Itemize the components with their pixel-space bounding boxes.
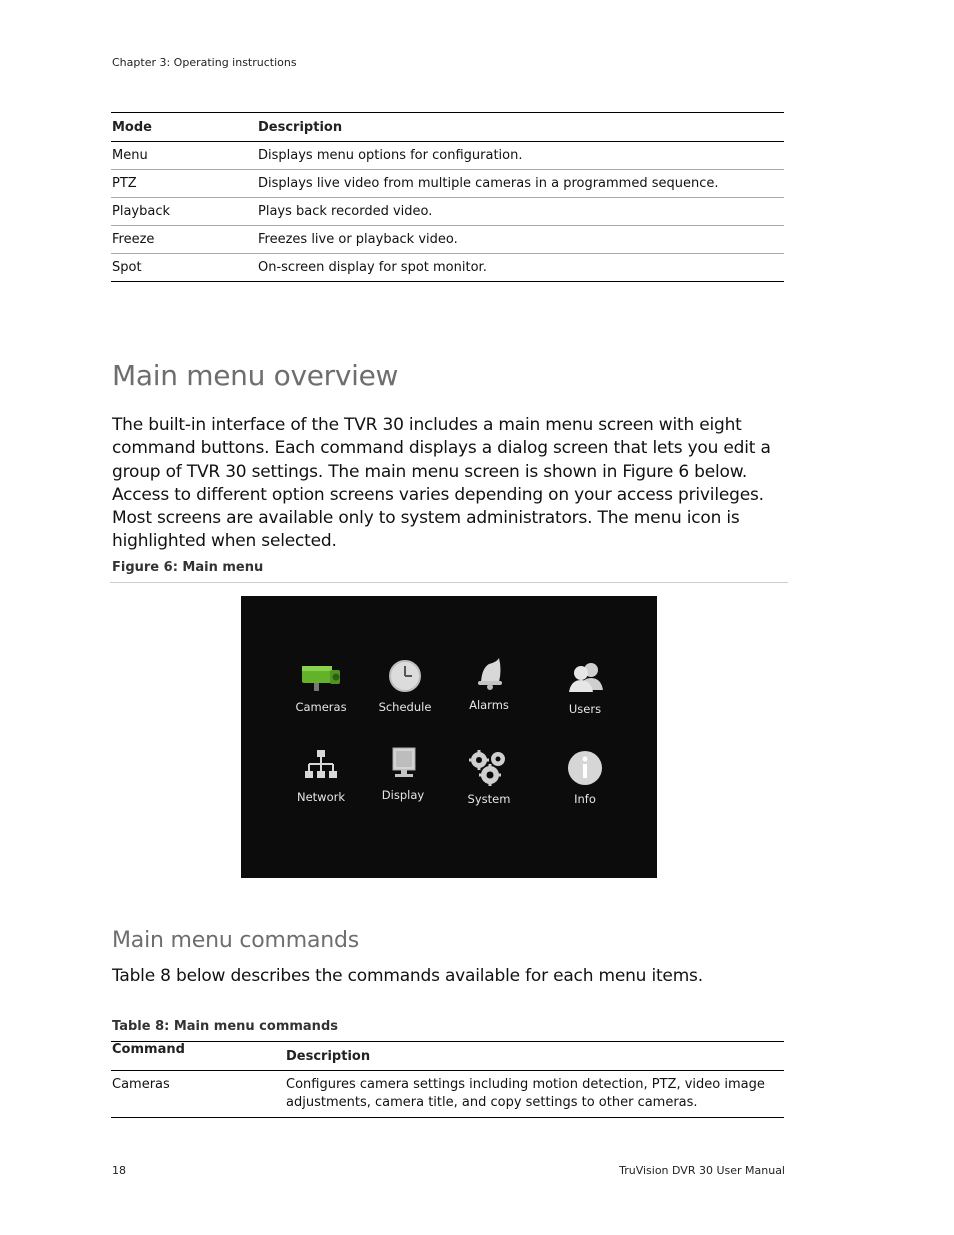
info-icon <box>565 748 605 788</box>
mode-cell: Playback <box>111 198 257 226</box>
description-cell: On-screen display for spot monitor. <box>257 254 784 282</box>
table-row <box>111 254 784 282</box>
description-cell: Displays live video from multiple cameras in a programmed sequence. <box>257 170 784 198</box>
table-header-row <box>111 1042 784 1071</box>
table-row <box>111 198 784 226</box>
clock-icon <box>385 656 425 696</box>
commands-table <box>111 1041 784 1118</box>
users-icon <box>563 658 607 698</box>
figure-caption: Figure 6: Main menu <box>112 560 264 575</box>
menu-label: Alarms <box>469 698 509 712</box>
description-cell: Configures camera settings including motion detection, PTZ, video image adjustments, camera title, and copy settings to other cameras. <box>285 1071 784 1118</box>
column-header-description: Description <box>257 113 784 142</box>
mode-cell: Menu <box>111 142 257 170</box>
menu-label: Display <box>381 788 425 802</box>
column-header-mode: Mode <box>111 113 257 142</box>
menu-label: System <box>467 792 511 806</box>
subsection-paragraph: Table 8 below describes the commands available for each menu items. <box>112 966 703 986</box>
caption-divider <box>110 582 788 583</box>
mode-cell: PTZ <box>111 170 257 198</box>
description-cell: Plays back recorded video. <box>257 198 784 226</box>
mode-table <box>111 112 784 282</box>
mode-cell: Spot <box>111 254 257 282</box>
menu-label: Cameras <box>295 700 347 714</box>
description-cell: Displays menu options for configuration. <box>257 142 784 170</box>
table-header-row <box>111 113 784 142</box>
gears-icon <box>466 748 512 788</box>
menu-item-display[interactable] <box>353 744 453 802</box>
section-title: Main menu overview <box>112 359 399 392</box>
menu-item-info[interactable] <box>535 748 635 806</box>
command-cell: Cameras <box>111 1071 285 1118</box>
menu-item-alarms[interactable] <box>439 654 539 712</box>
column-header-description: Description <box>285 1042 784 1071</box>
mode-cell: Freeze <box>111 226 257 254</box>
column-header-command: Command <box>111 1042 285 1071</box>
menu-label: Schedule <box>378 700 432 714</box>
page-number: 18 <box>112 1164 126 1177</box>
monitor-icon <box>383 744 423 784</box>
description-cell: Freezes live or playback video. <box>257 226 784 254</box>
menu-label: Info <box>574 792 596 806</box>
menu-item-users[interactable] <box>535 658 635 716</box>
main-menu-screenshot <box>241 596 657 878</box>
network-icon <box>301 746 341 786</box>
table-row <box>111 142 784 170</box>
running-header: Chapter 3: Operating instructions <box>112 56 297 69</box>
menu-label: Network <box>296 790 346 804</box>
menu-label: Users <box>568 702 602 716</box>
bell-icon <box>469 654 509 694</box>
subsection-title: Main menu commands <box>112 928 360 953</box>
table-row <box>111 1071 784 1118</box>
table-caption: Table 8: Main menu commands <box>112 1019 338 1034</box>
table-row <box>111 170 784 198</box>
section-paragraph: The built-in interface of the TVR 30 includes a main menu screen with eight command buttons. Each command displays a dialog screen that lets you edit a group of TVR 30 settings. The main menu screen is shown in Figure 6 below. Access to different option screens varies depending on your access privileges. Most screens are available only to system administrators. The menu icon is highlighted when selected. <box>112 415 771 552</box>
running-footer: TruVision DVR 30 User Manual <box>619 1164 785 1177</box>
menu-item-system[interactable] <box>439 748 539 806</box>
camera-icon <box>296 656 346 696</box>
table-row <box>111 226 784 254</box>
